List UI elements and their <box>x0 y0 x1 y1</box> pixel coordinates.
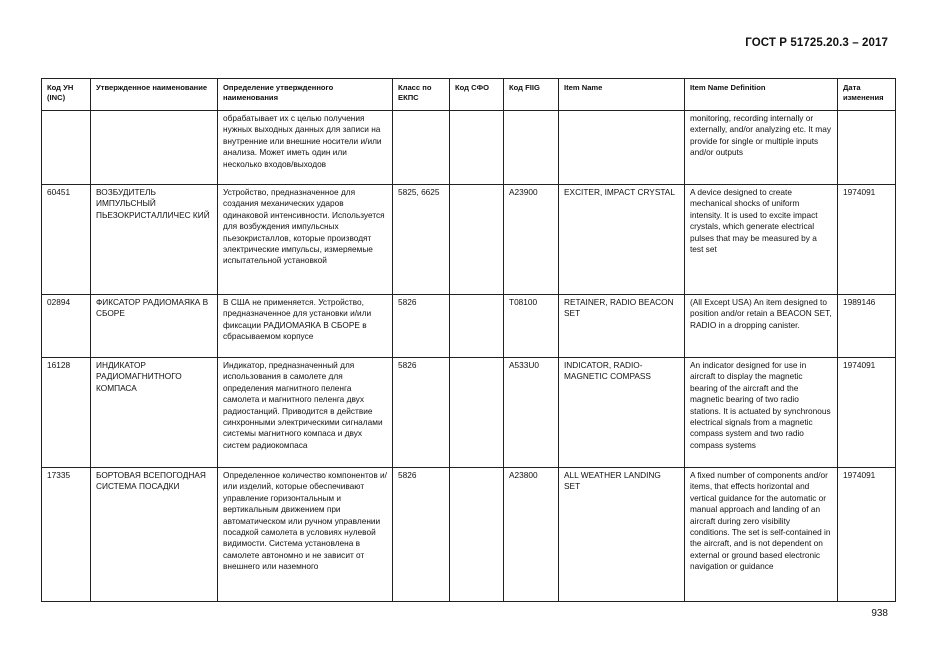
cell-ekps-class: 5826 <box>393 468 450 602</box>
cell-inc: 02894 <box>42 295 91 358</box>
cell-ekps-class: 5825, 6625 <box>393 185 450 295</box>
cell-sfo-code <box>450 468 504 602</box>
cell-item-name-definition: A fixed number of components and/or items, that effects horizontal and vertical guidance for the automatic or manual approach and landing of an aircraft during zero visibility conditions. The set is self-contained in the aircraft, and is not dependent on external or ground based electronic navigation or guidance <box>685 468 838 602</box>
cell-definition-ru: Индикатор, предназначенный для использования в самолете для определения магнитного пеленга самолета и магнитного пеленга двух радиостанций. Приводится в действие синхронными электрическими сигналами системы магнитного компаса и двух систем радиокомпаса <box>218 358 393 468</box>
cell-item-name-definition: (All Except USA) An item designed to position and/or retain a BEACON SET, RADIO in a dropping canister. <box>685 295 838 358</box>
cell-item-name-definition: An indicator designed for use in aircraft to display the magnetic bearing of the aircraft and the magnetic bearing of two radio stations. It is actuated by synchronous electrical signals from a magnetic compass system and two radio compass systems <box>685 358 838 468</box>
table-row <box>42 468 896 602</box>
cell-fiig-code: A23800 <box>504 468 559 602</box>
cell-approved-name: ФИКСАТОР РАДИОМАЯКА В СБОРЕ <box>91 295 218 358</box>
cell-change-date: 1974091 <box>838 468 896 602</box>
cell-change-date: 1974091 <box>838 358 896 468</box>
cell-inc: 16128 <box>42 358 91 468</box>
table-row <box>42 358 896 468</box>
cell-approved-name <box>91 111 218 185</box>
table-row <box>42 295 896 358</box>
cell-item-name: INDICATOR, RADIO-MAGNETIC COMPASS <box>559 358 685 468</box>
cell-fiig-code <box>504 111 559 185</box>
header-item-name-definition: Item Name Definition <box>685 79 838 111</box>
header-change-date: Дата изменения <box>838 79 896 111</box>
cell-sfo-code <box>450 185 504 295</box>
cell-item-name: RETAINER, RADIO BEACON SET <box>559 295 685 358</box>
header-fiig-code: Код FIIG <box>504 79 559 111</box>
catalog-table <box>41 78 896 602</box>
cell-definition-ru: Устройство, предназначенное для создания механических ударов одинаковой интенсивности. Используется для возбуждения импульсных пьезокристаллов, которые производят электрические импульсы, измеряемые испытательной установкой <box>218 185 393 295</box>
cell-sfo-code <box>450 111 504 185</box>
document-standard-header: ГОСТ Р 51725.20.3 – 2017 <box>745 37 888 49</box>
cell-approved-name: ИНДИКАТОР РАДИОМАГНИТНОГО КОМПАСА <box>91 358 218 468</box>
cell-change-date: 1989146 <box>838 295 896 358</box>
cell-item-name: EXCITER, IMPACT CRYSTAL <box>559 185 685 295</box>
cell-definition-ru: Определенное количество компонентов и/или изделий, которые обеспечивают управление горизонтальным и вертикальным движением при автоматическом или ручном управлении посадкой самолета в условиях нулевой видимости. Система установлена в самолете автономно и не зависит от внешнего или наземного <box>218 468 393 602</box>
cell-fiig-code: T08100 <box>504 295 559 358</box>
cell-change-date <box>838 111 896 185</box>
cell-inc: 17335 <box>42 468 91 602</box>
cell-sfo-code <box>450 295 504 358</box>
cell-sfo-code <box>450 358 504 468</box>
cell-inc <box>42 111 91 185</box>
cell-approved-name: БОРТОВАЯ ВСЕПОГОДНАЯ СИСТЕМА ПОСАДКИ <box>91 468 218 602</box>
header-inc: Код УН (INC) <box>42 79 91 111</box>
header-ekps-class: Класс по ЕКПС <box>393 79 450 111</box>
header-name-definition-ru: Определение утвержденного наименования <box>218 79 393 111</box>
table-row <box>42 111 896 185</box>
cell-ekps-class: 5826 <box>393 295 450 358</box>
cell-item-name: ALL WEATHER LANDING SET <box>559 468 685 602</box>
cell-change-date: 1974091 <box>838 185 896 295</box>
header-sfo-code: Код СФО <box>450 79 504 111</box>
cell-inc: 60451 <box>42 185 91 295</box>
table-row <box>42 185 896 295</box>
header-approved-name: Утвержденное наименование <box>91 79 218 111</box>
cell-ekps-class <box>393 111 450 185</box>
header-item-name: Item Name <box>559 79 685 111</box>
page-number: 938 <box>871 608 888 619</box>
cell-fiig-code: A533U0 <box>504 358 559 468</box>
table-header-row <box>42 79 896 111</box>
cell-item-name-definition: monitoring, recording internally or externally, and/or analyzing etc. It may provide for single or multiple inputs and/or outputs <box>685 111 838 185</box>
cell-ekps-class: 5826 <box>393 358 450 468</box>
cell-item-name <box>559 111 685 185</box>
cell-definition-ru: В США не применяется. Устройство, предназначенное для установки и/или фиксации РАДИОМАЯКА В СБОРЕ в сбрасываемом корпусе <box>218 295 393 358</box>
cell-item-name-definition: A device designed to create mechanical shocks of uniform intensity. It is used to excite impact crystals, which generate electrical pulses that may be measured by a test set <box>685 185 838 295</box>
cell-fiig-code: A23900 <box>504 185 559 295</box>
cell-approved-name: ВОЗБУДИТЕЛЬ ИМПУЛЬСНЫЙ ПЬЕЗОКРИСТАЛЛИЧЕС КИЙ <box>91 185 218 295</box>
cell-definition-ru: обрабатывает их с целью получения нужных выходных данных для записи на внутренние или внешние носители и/или анализа. Может иметь один или несколько входов/выходов <box>218 111 393 185</box>
